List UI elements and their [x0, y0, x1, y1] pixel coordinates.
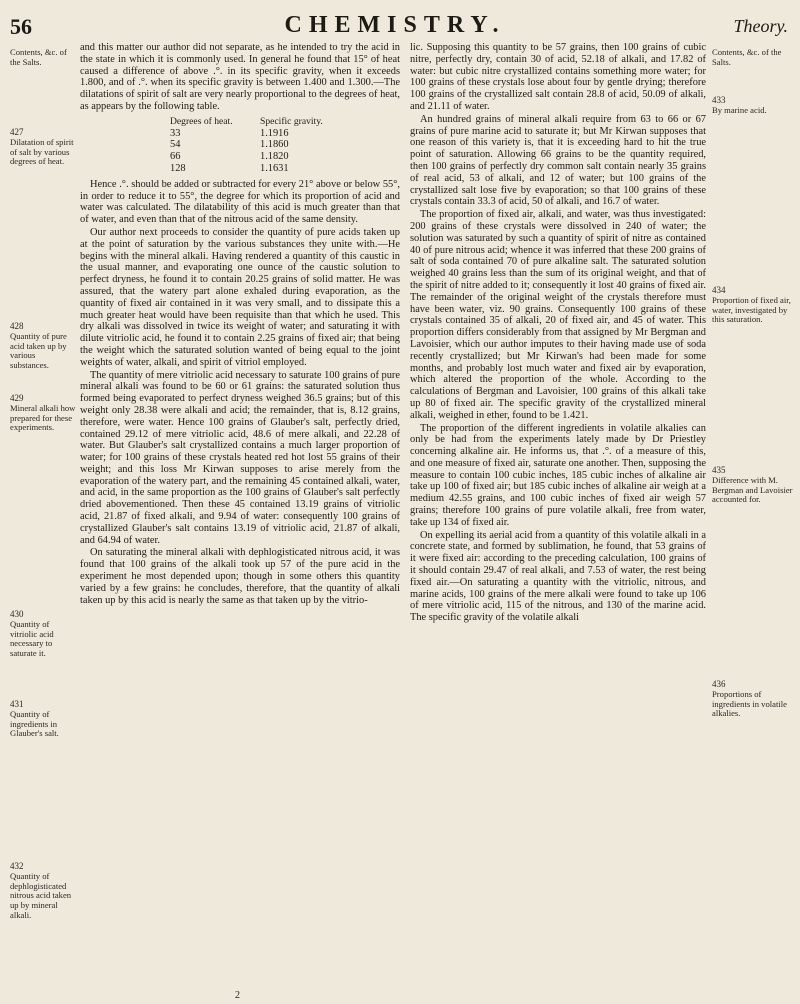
table-cell: 128 — [170, 162, 186, 174]
margin-note: 435 Difference with M. Bergman and Lavoisier accounted for. — [712, 465, 793, 505]
right-column — [410, 42, 706, 625]
table-cell: 66 — [170, 151, 181, 163]
margin-note: 430 Quantity of vitriolic acid necessary to saturate it. — [10, 609, 54, 659]
table-row — [80, 151, 400, 163]
margin-note: 433 By marine acid. — [712, 95, 767, 115]
margin-note: 434 Proportion of fixed air, water, investigated by this saturation. — [712, 285, 791, 325]
margin-note: 436 Proportions of ingredients in volatile alkalies. — [712, 679, 787, 719]
page-number: 56 — [10, 14, 32, 39]
paragraph: An hundred grains of mineral alkali require from 63 to 66 or 67 grains of pure marine acid to saturate it; but Mr Kirwan supposes that one reason of this variety is, that it is exceeding hard to hit the true point of saturation. Allowing 66 grains to be the quantity required, then 100 grains of perfectly dry common salt contain nearly 35 grains of real acid, 53 of alkali, and 12 of water; but 100 grains of the crystallized salt lose five by evaporation; so that 100 grains of these crystals contain 33.3 of acid, 50 of alkali, and 16.7 of water. — [410, 113, 706, 208]
table-cell: 1.1820 — [260, 151, 289, 163]
paragraph: On saturating the mineral alkali with dephlogisticated nitrous acid, it was found that 100 grains of the alkali took up 57 of the pure acid in the experiment he most depended upon; though in some others this quantity varied by a few grains: he concludes, therefore, that the quantity of alkali taken up by this acid is nearly the same as that taken up by the vitrio- — [80, 547, 400, 606]
left-column — [80, 42, 400, 607]
paragraph: On expelling its aerial acid from a quantity of this volatile alkali in a concrete state, and formed by sublimation, he found, that 53 grains of it were fixed air: according to the preceding calculation, 100 grains of it should contain 29.47 of real alkali, and 7.53 of water, the rest being fixed air.—On saturating a quantity with the vitriolic, nitrous, and marine acids, 100 grains of the mere alkali were found to take up 106 of mere vitriolic acid, 115 of the nitrous, and 130 of the marine acid. The specific gravity of the volatile alkali — [410, 529, 706, 624]
margin-note: 428 Quantity of pure acid taken up by various substances. — [10, 321, 67, 371]
paragraph: lic. Supposing this quantity to be 57 grains, then 100 grains of cubic nitre, perfectly dry, contain 30 of acid, 52.18 of alkali, and 17.82 of water: but cubic nitre crystallized contains something more water; for 100 grains of these crystals lose about four by gentle drying; therefore 100 grains of the crystallized salt contain 28.8 of acid, 50.09 of alkali, and 21.11 of water. — [410, 42, 706, 112]
margin-note: 432 Quantity of dephlogisticated nitrous acid taken up by mineral alkali. — [10, 861, 72, 920]
table-cell: 1.1631 — [260, 162, 289, 174]
table-header — [80, 116, 400, 128]
paragraph: Our author next proceeds to consider the quantity of pure acids taken up at the point of saturation by the various substances they unite with.—He begins with the mineral alkali. Having rendered a quantity of this caustic in the usual manner, and evaporating one ounce of the caustic solution to perfect dryness, he found it to contain 20.25 grains of solid matter. He was assured, that the watery part alone exhaled during evaporation, as the quantity of fixed air contained in it was very small, and to dissipate this a much greater heat would have been requisite than that which he used. This dry alkali was dissolved in twice its weight of water; and saturating it with dilute vitriolic acid, he found it to contain 2.25 grains of fixed air; that being the weight which the saturated solution wanted of being equal to the joint weights of water, alkali, and spirit of vitriol employed. — [80, 226, 400, 368]
column-header: Specific gravity. — [260, 115, 323, 127]
page-header — [0, 8, 800, 42]
paragraph: Hence .°. should be added or subtracted for every 21° above or below 55°, in order to reduce it to 55°, the degree for which its proportion of acid and water was calculated. The dilatability of this acid is much greater than that of water, and even than that of the nitrous acid of the same density. — [80, 178, 400, 226]
section-label: Theory. — [733, 16, 788, 36]
margin-note: 429 Mineral alkali how prepared for these experiments. — [10, 393, 76, 433]
paragraph: and this matter our author did not separate, as he intended to try the acid in the state in which it is commonly used. In general he found that 15° of heat caused a difference of above .°. in its specific gravity, when it exceeds 1.800, and of .°. when its specific gravity is between 1.400 and 1.300.—The dilatations of spirit of salt are very nearly proportional to the degrees of heat, as appears by the following table. — [80, 42, 400, 112]
running-title: CHEMISTRY. — [284, 12, 506, 38]
paragraph: The proportion of the different ingredients in volatile alkalies can only be had from the experiments lately made by Dr Priestley concerning alkaline air. He informs us, that .°. of a measure of this, and one measure of fixed air, saturate one another. Then, supposing the measure to contain 100 cubic inches, 185 cubic inches of alkaline air take up 100 of fixed air; but 185 cubic inches of alkaline air weigh at a medium 42.55 grains, and 100 cubic inches of fixed air weigh 57 grains; therefore 100 grains of pure volatile alkali, free from water, take up 134 of fixed air. — [410, 422, 706, 528]
signature-mark: 2 — [235, 990, 240, 1001]
table-cell: 33 — [170, 127, 181, 139]
paragraph: The quantity of mere vitriolic acid necessary to saturate 100 grains of pure mineral alkali was found to be 60 or 61 grains: the saturated solution thus formed being evaporated to perfect dryness weighed 36.5 grains; but of this weight only 28.38 were alkali and acid; the remainder, that is, 8.12 grains, therefore, were water. Hence 100 grains of Glauber's salt, perfectly dried, contained 29.12 of mere vitriolic acid, 48.6 of mere alkali, and 22.28 of water. But Glauber's salt crystallized contains a much larger proportion of water; for 100 grains of these crystals heated red hot lost 55 grains of their weight; and this loss Mr Kirwan supposes to arise merely from the evaporation of the watery part, and the remaining 45 contained alkali, water, and acid, in the same proportion as the 100 grains of Glauber's salt perfectly dried abovementioned. Then these 45 contained 13.19 grains of vitriolic acid, 21.87 of fixed alkali, and 9.94 of water: consequently 100 grains of crystallized Glauber's salt contains 13.19 of vitriolic acid, 21.87 of alkali, and 64.94 of water. — [80, 369, 400, 546]
margin-note: Contents, &c. of the Salts. — [10, 47, 67, 67]
margin-note: 427 Dilatation of spirit of salt by various degrees of heat. — [10, 127, 74, 167]
table-row — [80, 163, 400, 175]
paragraph: The proportion of fixed air, alkali, and water, was thus investigated: 200 grains of these crystals were dissolved in 240 of water; the solution was saturated by such a quantity of spirit of nitre as contained 40 of pure nitrous acid; whence it was inferred that these 200 grains of salt of soda contained 70 of pure alkaline salt. The saturated solution weighed 40 grains less than the sum of its original weight, and that of the spirit of nitre added to it; consequently it lost 40 grains of fixed air. The remainder of the original weight of the crystals therefore must have been water, viz. 90 grains. Consequently 100 grains of these crystals contained 35 of alkali, 20 of fixed air, and 45 of water. This proportion differs considerably from that assigned by Mr Bergman and Lavoisier, which our author imputes to their having made use of soda recently crystallized; but Mr Kirwan's had been made for some months, and probably lost much water and fixed air by evaporation, which altered the proportion of the whole. According to the calculations of Bergman and Lavoisier, 100 grains of this alkali take up 80 of fixed air. The specific gravity of the crystallized mineral alkali, weighed in ether, found to be 1.421. — [410, 209, 706, 421]
margin-note: 431 Quantity of ingredients in Glauber's salt. — [10, 699, 59, 739]
table-row — [80, 139, 400, 151]
table-cell: 1.1916 — [260, 127, 289, 139]
table-row — [80, 128, 400, 140]
dilatation-table — [80, 116, 400, 175]
table-cell: 54 — [170, 139, 181, 151]
table-cell: 1.1860 — [260, 139, 289, 151]
column-header: Degrees of heat. — [170, 115, 233, 127]
margin-note: Contents, &c. of the Salts. — [712, 47, 782, 67]
